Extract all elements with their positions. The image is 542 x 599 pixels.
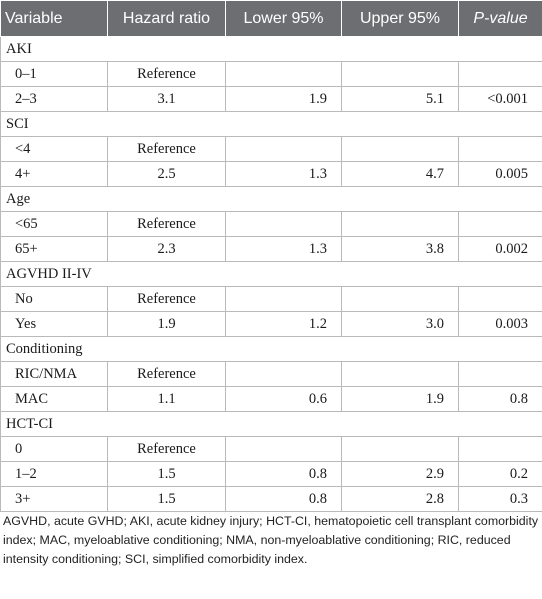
hazard-ratio-cell: 1.9 <box>108 312 226 337</box>
lower-95-cell <box>226 437 342 462</box>
p-value-cell: 0.005 <box>459 162 542 187</box>
group-label: AGVHD II-IV <box>1 262 542 287</box>
table-row <box>1 212 542 237</box>
hazard-ratio-cell: Reference <box>108 437 226 462</box>
hazard-ratio-cell: 2.3 <box>108 237 226 262</box>
table-row <box>1 237 542 262</box>
level-cell: 65+ <box>1 237 108 262</box>
lower-95-cell <box>226 287 342 312</box>
hazard-ratio-cell: 1.5 <box>108 462 226 487</box>
level-cell: 0 <box>1 437 108 462</box>
table-body <box>1 37 542 512</box>
table-row <box>1 287 542 312</box>
level-cell: 3+ <box>1 487 108 512</box>
group-header-row <box>1 337 542 362</box>
lower-95-cell: 1.2 <box>226 312 342 337</box>
table-row <box>1 137 542 162</box>
level-cell: <65 <box>1 212 108 237</box>
table-row <box>1 362 542 387</box>
group-label: AKI <box>1 37 542 62</box>
p-value-cell <box>459 437 542 462</box>
p-value-cell: <0.001 <box>459 87 542 112</box>
level-cell: 4+ <box>1 162 108 187</box>
lower-95-cell <box>226 362 342 387</box>
hazard-ratio-cell: Reference <box>108 362 226 387</box>
group-label: SCI <box>1 112 542 137</box>
group-header-row <box>1 412 542 437</box>
table-row <box>1 162 542 187</box>
hazard-ratio-cell: Reference <box>108 137 226 162</box>
p-value-cell <box>459 287 542 312</box>
group-header-row <box>1 112 542 137</box>
lower-95-cell <box>226 212 342 237</box>
upper-95-cell: 2.9 <box>342 462 459 487</box>
hazard-ratio-cell: 3.1 <box>108 87 226 112</box>
lower-95-cell: 1.3 <box>226 237 342 262</box>
p-value-cell: 0.2 <box>459 462 542 487</box>
upper-95-cell: 3.0 <box>342 312 459 337</box>
table-row <box>1 62 542 87</box>
p-value-cell: 0.3 <box>459 487 542 512</box>
group-label: HCT-CI <box>1 412 542 437</box>
group-label: Conditioning <box>1 337 542 362</box>
hazard-ratio-cell: 1.5 <box>108 487 226 512</box>
header-p-value: P-value <box>459 1 542 37</box>
level-cell: MAC <box>1 387 108 412</box>
upper-95-cell <box>342 212 459 237</box>
p-value-cell <box>459 62 542 87</box>
table-row <box>1 487 542 512</box>
upper-95-cell <box>342 137 459 162</box>
level-cell: 1–2 <box>1 462 108 487</box>
table-row <box>1 87 542 112</box>
level-cell: RIC/NMA <box>1 362 108 387</box>
lower-95-cell <box>226 62 342 87</box>
lower-95-cell: 0.8 <box>226 487 342 512</box>
hazard-ratio-cell: Reference <box>108 62 226 87</box>
table-row <box>1 387 542 412</box>
upper-95-cell: 3.8 <box>342 237 459 262</box>
header-variable: Variable <box>1 1 108 37</box>
group-header-row <box>1 37 542 62</box>
hazard-ratio-cell: Reference <box>108 287 226 312</box>
hazard-ratio-cell: Reference <box>108 212 226 237</box>
p-value-cell <box>459 137 542 162</box>
lower-95-cell: 0.8 <box>226 462 342 487</box>
lower-95-cell: 0.6 <box>226 387 342 412</box>
header-lower-95: Lower 95% <box>226 1 342 37</box>
table-row <box>1 462 542 487</box>
lower-95-cell: 1.3 <box>226 162 342 187</box>
level-cell: Yes <box>1 312 108 337</box>
upper-95-cell: 2.8 <box>342 487 459 512</box>
p-value-cell: 0.8 <box>459 387 542 412</box>
p-value-cell <box>459 212 542 237</box>
upper-95-cell <box>342 287 459 312</box>
level-cell: <4 <box>1 137 108 162</box>
table-row <box>1 312 542 337</box>
lower-95-cell: 1.9 <box>226 87 342 112</box>
level-cell: No <box>1 287 108 312</box>
upper-95-cell: 5.1 <box>342 87 459 112</box>
level-cell: 0–1 <box>1 62 108 87</box>
group-header-row <box>1 262 542 287</box>
table-footnote: AGVHD, acute GVHD; AKI, acute kidney injury; HCT-CI, hematopoietic cell transplant comorbidity index; MAC, myeloablative conditioning; NMA, non-myeloablative conditioning; RIC, reduced intensity conditioning; SCI, simplified comorbidity index. <box>3 514 539 566</box>
p-value-cell <box>459 362 542 387</box>
group-label: Age <box>1 187 542 212</box>
hazard-ratio-cell: 1.1 <box>108 387 226 412</box>
header-hazard-ratio: Hazard ratio <box>108 1 226 37</box>
p-value-cell: 0.002 <box>459 237 542 262</box>
upper-95-cell <box>342 362 459 387</box>
p-value-cell: 0.003 <box>459 312 542 337</box>
upper-95-cell <box>342 62 459 87</box>
upper-95-cell <box>342 437 459 462</box>
table-row <box>1 437 542 462</box>
level-cell: 2–3 <box>1 87 108 112</box>
lower-95-cell <box>226 137 342 162</box>
upper-95-cell: 1.9 <box>342 387 459 412</box>
table-header-row <box>1 1 542 37</box>
upper-95-cell: 4.7 <box>342 162 459 187</box>
header-upper-95: Upper 95% <box>342 1 459 37</box>
group-header-row <box>1 187 542 212</box>
hazard-ratio-cell: 2.5 <box>108 162 226 187</box>
